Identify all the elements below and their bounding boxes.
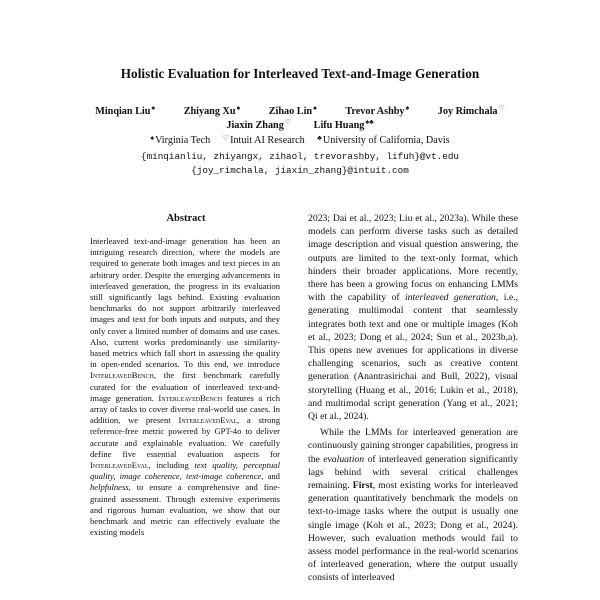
affiliations (0, 134, 600, 146)
abstract-heading: Abstract (166, 213, 206, 224)
author: Trevor Ashby♠ (345, 104, 410, 117)
intro-column (308, 212, 518, 585)
benchmark-name: InterleavedBench (90, 370, 154, 381)
paragraph: 2023; Dai et al., 2023; Liu et al., 2023a). While these models can perform diverse tasks such as detailed image description and visual question answering, the outputs are limited to the text-only format, which hinders their broader applications. More recently, there has been a growing focus on enhancing LMMs with the capability of interleaved generation, i.e., generating multimodal content that seamlessly integrates both text and one or multiple images (Koh et al., 2023; Dong et al., 2024; Sun et al., 2023b,a). This opens new avenues for applications in diverse challenging scenarios, such as creative content generation (Anantrasirichai and Bull, 2022), visual storytelling (Huang et al., 2016; Lukin et al., 2018), and multimodal script generation (Yang et al., 2021; Qi et al., 2024). (308, 213, 518, 423)
affiliation: ♡Intuit AI Research (222, 134, 305, 146)
author: Zhiyang Xu♠ (183, 104, 241, 117)
email-vt: {minqianliu, zhiyangx, zihaol, trevorashby, lifuh}@vt.edu (140, 151, 459, 162)
metric-name: InterleavedEval (90, 460, 149, 471)
author: Zihao Lin♠ (268, 104, 317, 117)
paragraph: While the LMMs for interleaved generation are continuously gaining stronger capabilities, progress in the evaluation of interleaved generation significantly lags behind with several critical challenges remaining. First, most existing works for interleaved generation quantitatively benchmark the models on text-to-image tasks where the output is usually one single image (Koh et al., 2023; Dong et al., 2024). However, such evaluation methods would fail to assess model performance in the real-world scenarios of interleaved generation, where the output usually consists of interleaved (308, 427, 518, 584)
affiliation: ♠Virginia Tech (150, 134, 211, 146)
affiliation: ♣University of California, Davis (317, 134, 450, 146)
paper-title: Holistic Evaluation for Interleaved Text-and-Image Generation (120, 66, 480, 81)
author: Lifu Huang♠♣ (313, 118, 374, 131)
author-list-row-1 (0, 104, 600, 117)
email-intuit: {joy_rimchala, jiaxin_zhang}@intuit.com (191, 165, 409, 176)
benchmark-name: InterleavedBench (158, 392, 223, 403)
metric-name: InterleavedEval (178, 415, 238, 426)
author: Joy Rimchala♡ (437, 104, 505, 117)
author: Minqian Liu♠ (95, 104, 156, 117)
abstract-body: Interleaved text-and-image generation has been an intriguing research direction, where the models are required to generate both images and text pieces in an arbitrary order. Despite the emerging advancements in interleaved generation, the progress in its evaluation still significantly lags behind. Existing evaluation benchmarks do not support arbitrarily interleaved images and text for both inputs and outputs, and they only cover a limited number of domains and use cases. Also, current works predominantly use similarity-based metrics which fall short in assessing the quality in open-ended scenarios. To this end, we introduce InterleavedBench, the first benchmark carefully curated for the evaluation of interleaved text-and-image generation. InterleavedBench features a rich array of tasks to cover diverse real-world use cases. In addition, we present InterleavedEval, a strong reference-free metric powered by GPT-4o to deliver accurate and explainable evaluation. We carefully define five essential evaluation aspects for InterleavedEval, including text quality, perceptual quality, image coherence, text-image coherence, and helpfulness, to ensure a comprehensive and fine-grained assessment. Through extensive experiments and rigorous human evaluation, we show that our benchmark and metric can effectively evaluate the existing models (90, 236, 280, 538)
author-list-row-2 (0, 118, 600, 131)
author: Jiaxin Zhang♡ (226, 118, 292, 131)
